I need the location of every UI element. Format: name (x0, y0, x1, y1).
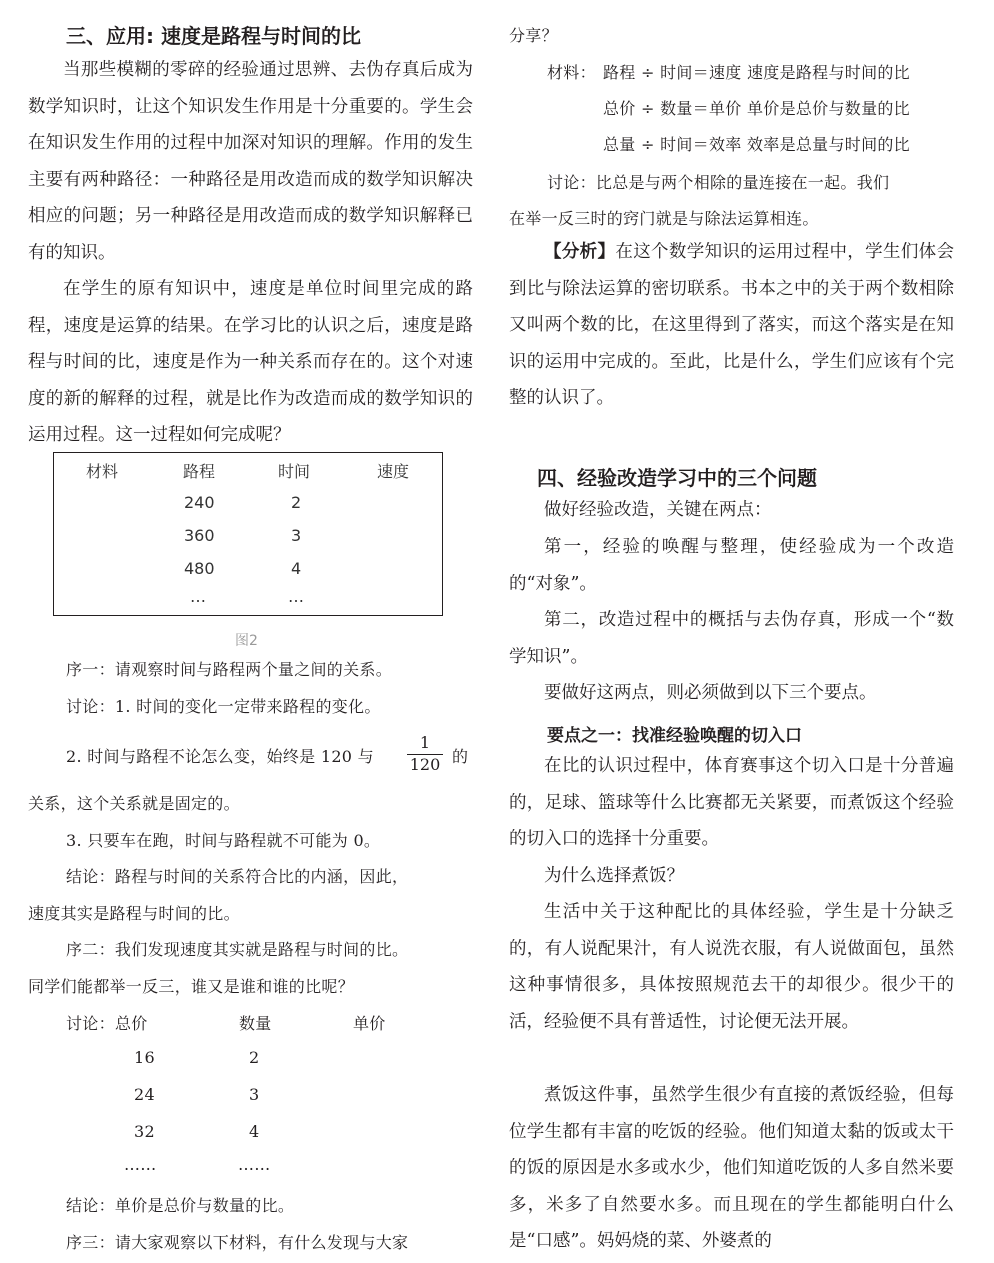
price-cell: 2 (249, 1048, 260, 1067)
discussion-2-continued: 关系，这个关系就是固定的。 (28, 794, 240, 813)
figure-caption: 图2 (235, 633, 258, 649)
analysis-paragraph (509, 234, 954, 417)
discussion-right-continued: 在举一反三时的窍门就是与除法运算相连。 (509, 209, 819, 228)
paragraph-three-points: 要做好这两点，则必须做到以下三个要点。 (544, 683, 877, 703)
conclusion-2: 结论：单价是总价与数量的比。 (66, 1196, 295, 1215)
discussion-2-suffix: 的 (452, 747, 469, 766)
point-1-title: 要点之一：找准经验唤醒的切入口 (547, 726, 802, 746)
sequence-2-continued: 同学们能都举一反三，谁又是谁和谁的比呢？ (28, 977, 355, 996)
price-cell: 32 (134, 1122, 155, 1141)
discussion-3: 3. 只要车在跑，时间与路程就不可能为 0。 (66, 831, 381, 850)
table-header-distance: 路程 (183, 462, 216, 481)
material-line-3: 总量 ÷ 时间＝效率 效率是总量与时间的比 (603, 135, 910, 154)
price-cell: 3 (249, 1085, 260, 1104)
table-cell: 360 (184, 526, 215, 545)
paragraph-experience: 生活中关于这种配比的具体经验，学生是十分缺乏的，有人说配果汁，有人说洗衣服，有人说做面包，虽然这种事情很多，具体按照规范去干的却很少。很少干的活，经验便不具有普适性，讨论便无法开展。 (509, 902, 954, 1032)
sequence-3: 序三：请大家观察以下材料，有什么发现与大家 (66, 1233, 409, 1252)
paragraph-cooking: 煮饭这件事，虽然学生很少有直接的煮饭经验，但每位学生都有丰富的吃饭的经验。他们知道太黏的饭或太干的饭的原因是水多或水少，他们知道吃饭的人多自然米要多，米多了自然要水多。而且现在的学生都能明白什么是“口感”。妈妈烧的菜、外婆煮的 (509, 1085, 954, 1251)
table-cell: 240 (184, 493, 215, 512)
paragraph-why-cooking: 为什么选择煮饭？ (544, 866, 684, 886)
paragraph-entry-point: 在比的认识过程中，体育赛事这个切入口是十分普遍的，足球、篮球等什么比赛都无关紧要，而煮饭这个经验的切入口的选择十分重要。 (509, 756, 954, 849)
table-cell: 3 (291, 526, 302, 545)
paragraph-key-points: 做好经验改造，关键在两点： (544, 500, 772, 520)
price-cell: 24 (134, 1085, 155, 1104)
table-cell: 4 (291, 559, 302, 578)
price-cell: …… (124, 1155, 157, 1174)
discussion-1: 讨论：1. 时间的变化一定带来路程的变化。 (66, 697, 381, 716)
fraction-denominator: 120 (409, 755, 441, 774)
table-cell: 480 (184, 559, 215, 578)
fraction-1-over-120 (405, 733, 445, 774)
table-header-speed: 速度 (377, 462, 410, 481)
speed-table (53, 452, 443, 616)
price-header-unit: 单价 (353, 1014, 386, 1033)
section-4-title: 四、经验改造学习中的三个问题 (537, 466, 817, 490)
analysis-label: 【分析】 (544, 242, 616, 262)
analysis-text: 在这个数学知识的运用过程中，学生们体会到比与除法运算的密切联系。书本之中的关于两个数相除又叫两个数的比，在这里得到了落实，而这个落实是在知识的运用中完成的。至此，比是什么，学生们应该有个完整的认识了。 (509, 242, 955, 408)
discussion-2: 2. 时间与路程不论怎么变，始终是 120 与 (66, 747, 374, 766)
material-line-2: 总价 ÷ 数量＝单价 单价是总价与数量的比 (603, 99, 910, 118)
table-cell: … (190, 587, 206, 606)
material-line-1: 路程 ÷ 时间＝速度 速度是路程与时间的比 (603, 63, 910, 82)
price-cell: 16 (134, 1048, 155, 1067)
conclusion-1: 结论：路程与时间的关系符合比的内涵，因此， (66, 867, 409, 886)
sequence-2: 序二：我们发现速度其实就是路程与时间的比。 (66, 940, 409, 959)
sequence-3-continued: 分享？ (509, 26, 558, 45)
conclusion-1-continued: 速度其实是路程与时间的比。 (28, 904, 240, 923)
paragraph-1: 当那些模糊的零碎的经验通过思辨、去伪存真后成为数学知识时，让这个知识发生作用是十分重要的。学生会在知识发生作用的过程中加深对知识的理解。作用的发生主要有两种路径：一种路径是用改造而成的数学知识解决相应的问题；另一种路径是用改造而成的数学知识解释已有的知识。 (28, 60, 473, 263)
price-table-label: 讨论： (66, 1014, 115, 1033)
sequence-1: 序一：请观察时间与路程两个量之间的关系。 (66, 660, 393, 679)
price-cell: 4 (249, 1122, 260, 1141)
table-cell: 2 (291, 493, 302, 512)
discussion-right: 讨论：比总是与两个相除的量连接在一起。我们 (547, 173, 890, 192)
table-header-material: 材料 (86, 462, 119, 481)
fraction-numerator: 1 (419, 733, 431, 752)
price-header-total: 总价 (115, 1014, 148, 1033)
section-3-title: 三、应用: 速度是路程与时间的比 (66, 24, 361, 48)
price-header-quantity: 数量 (239, 1014, 272, 1033)
paragraph-2: 在学生的原有知识中，速度是单位时间里完成的路程，速度是运算的结果。在学习比的认识之后，速度是路程与时间的比，速度是作为一种关系而存在的。这个对速度的新的解释的过程，就是比作为改造而成的数学知识的运用过程。这一过程如何完成呢？ (28, 279, 473, 445)
paragraph-second: 第二，改造过程中的概括与去伪存真，形成一个“数学知识”。 (509, 610, 954, 667)
price-cell: …… (238, 1155, 271, 1174)
table-cell: … (288, 587, 304, 606)
materials-label: 材料： (547, 63, 596, 82)
paragraph-first: 第一，经验的唤醒与整理，使经验成为一个改造的“对象”。 (509, 537, 954, 594)
table-header-time: 时间 (278, 462, 311, 481)
